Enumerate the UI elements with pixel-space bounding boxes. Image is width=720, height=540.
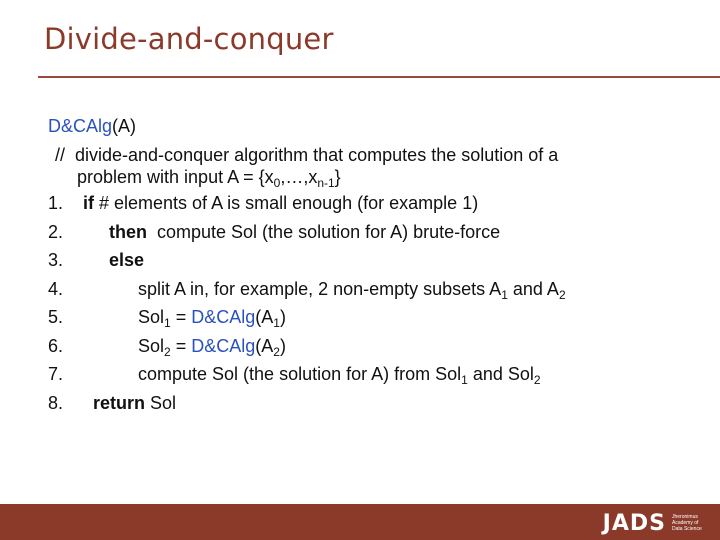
subscript: 1 xyxy=(273,316,280,330)
subscript: 2 xyxy=(558,287,566,302)
code-text: (A xyxy=(255,335,274,356)
comment-text: } xyxy=(334,167,341,187)
code-text: Sol xyxy=(145,392,177,413)
code-text: = xyxy=(170,335,192,356)
code-line-2 xyxy=(48,218,688,247)
code-text: and Sol xyxy=(467,364,534,384)
line-number: 4. xyxy=(48,278,64,299)
code-text: compute Sol (the solution for A) from Sol xyxy=(138,364,462,384)
code-line-5 xyxy=(48,303,688,332)
line-number: 5. xyxy=(48,307,64,327)
slide-title: Divide-and-conquer xyxy=(44,22,334,56)
code-line-1 xyxy=(48,189,688,218)
code-text: = xyxy=(170,307,192,327)
line-number: 1. xyxy=(48,193,64,213)
subscript: 0 xyxy=(273,176,281,190)
subscript: 1 xyxy=(501,287,508,302)
code-line-7 xyxy=(48,360,688,389)
title-divider xyxy=(38,76,720,78)
jads-logo xyxy=(603,509,702,537)
logo-wordmark: JADS xyxy=(602,510,666,536)
code-text: and A xyxy=(507,278,559,299)
logo-subtitle: Jheronimus Academy of Data Science xyxy=(672,514,702,532)
footer-bar xyxy=(0,504,720,540)
code-text: Sol xyxy=(138,335,165,356)
code-text: (A xyxy=(255,307,274,327)
algorithm-arg: (A) xyxy=(112,116,137,136)
code-line-8 xyxy=(48,389,688,418)
keyword: if xyxy=(83,193,94,213)
code-text: compute Sol (the solution for A) brute-force xyxy=(147,221,501,242)
algorithm-header xyxy=(48,112,688,141)
code-line-6 xyxy=(48,332,688,361)
line-number: 2. xyxy=(48,221,64,242)
code-text: ) xyxy=(279,335,286,356)
keyword: return xyxy=(93,392,146,413)
subscript: 2 xyxy=(273,344,280,359)
line-number: 7. xyxy=(48,364,64,384)
code-text: Sol xyxy=(138,307,165,327)
line-number: 8. xyxy=(48,392,64,413)
code-text: ) xyxy=(279,307,286,327)
comment-line-2 xyxy=(48,163,688,189)
recursive-call: D&CAlg xyxy=(191,307,256,327)
comment-text: problem with input A = {x xyxy=(77,167,274,187)
subscript: 1 xyxy=(461,373,468,387)
algorithm-name: D&CAlg xyxy=(48,116,113,136)
subscript: 2 xyxy=(533,373,541,387)
code-text: split A in, for example, 2 non-empty subsets A xyxy=(138,278,502,299)
subscript: n-1 xyxy=(317,176,335,190)
line-number: 6. xyxy=(48,335,64,356)
keyword: then xyxy=(109,221,147,242)
line-number: 3. xyxy=(48,250,64,270)
pseudocode-block xyxy=(48,112,688,417)
keyword: else xyxy=(109,250,145,270)
comment-text: ,…,x xyxy=(280,167,318,187)
recursive-call: D&CAlg xyxy=(191,335,256,356)
code-text: # elements of A is small enough (for example 1) xyxy=(94,193,479,213)
comment-line-1: // divide-and-conquer algorithm that computes the solution of a xyxy=(55,144,559,165)
code-line-3 xyxy=(48,246,688,275)
subscript: 2 xyxy=(164,344,171,359)
subscript: 1 xyxy=(164,316,171,330)
code-line-4 xyxy=(48,275,688,304)
